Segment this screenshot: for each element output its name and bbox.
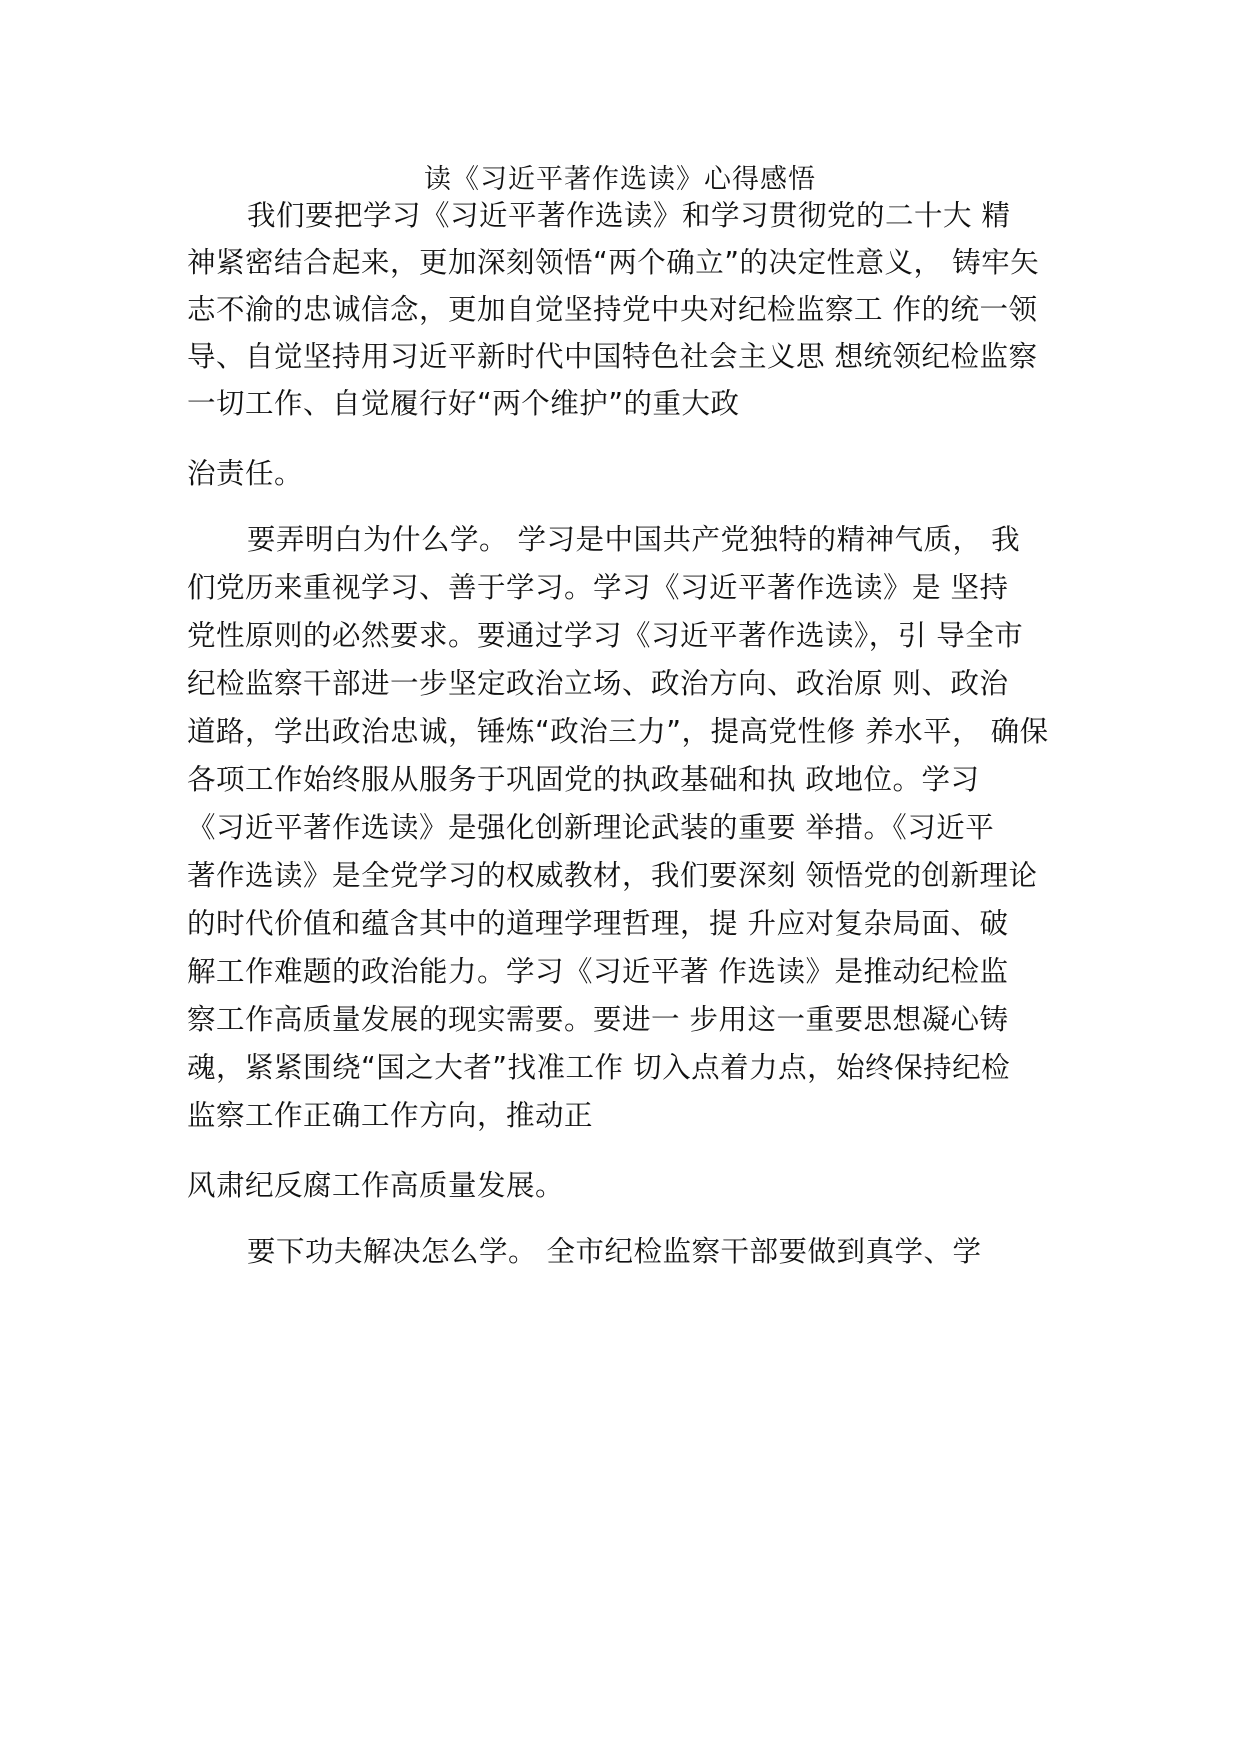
paragraph-2-line-9: 的时代价值和蕴含其中的道理学理哲理，提 升应对复杂局面、破: [187, 907, 1009, 940]
paragraph-2-line-6: 各项工作始终服从服务于巩固党的执政基础和执 政地位。学习: [187, 763, 980, 796]
paragraph-3-line-1: 要下功夫解决怎么学。 全市纪检监察干部要做到真学、学: [247, 1235, 982, 1268]
paragraph-2-line-5: 道路，学出政治忠诚，锤炼“政治三力”，提高党性修 养水平， 确保: [187, 715, 1049, 748]
paragraph-2-line-14: 风肃纪反腐工作高质量发展。: [187, 1169, 565, 1202]
paragraph-2-line-10: 解工作难题的政治能力。学习《习近平著 作选读》是推动纪检监: [187, 955, 1009, 988]
document-title: 读《习近平著作选读》心得感悟: [424, 164, 816, 195]
paragraph-2-line-7: 《习近平著作选读》是强化创新理论武装的重要 举措。《习近平: [187, 811, 995, 844]
paragraph-2-line-11: 察工作高质量发展的现实需要。要进一 步用这一重要思想凝心铸: [187, 1003, 1009, 1036]
paragraph-2-line-3: 党性原则的必然要求。要通过学习《习近平著作选读》，引 导全市: [187, 619, 1024, 652]
paragraph-2-line-1: 要弄明白为什么学。 学习是中国共产党独特的精神气质， 我: [247, 523, 1021, 556]
paragraph-1-line-5: 一切工作、自觉履行好“两个维护”的重大政: [187, 387, 740, 420]
paragraph-1-line-2: 神紧密结合起来，更加深刻领悟“两个确立”的决定性意义， 铸牢矢: [187, 246, 1040, 279]
paragraph-1-line-4: 导、自觉坚持用习近平新时代中国特色社会主义思 想统领纪检监察: [187, 340, 1038, 373]
paragraph-2-line-12: 魂，紧紧围绕“国之大者”找准工作 切入点着力点，始终保持纪检: [187, 1051, 1011, 1084]
paragraph-1-line-3: 志不渝的忠诚信念，更加自觉坚持党中央对纪检监察工 作的统一领: [187, 293, 1038, 326]
paragraph-2-line-2: 们党历来重视学习、善于学习。学习《习近平著作选读》是 坚持: [187, 571, 1009, 604]
paragraph-2-line-8: 著作选读》是全党学习的权威教材，我们要深刻 领悟党的创新理论: [187, 859, 1038, 892]
paragraph-2-line-4: 纪检监察干部进一步坚定政治立场、政治方向、政治原 则、政治: [187, 667, 1009, 700]
paragraph-2-line-13: 监察工作正确工作方向，推动正: [187, 1099, 594, 1132]
paragraph-1-line-6: 治责任。: [187, 457, 304, 490]
paragraph-1-line-1: 我们要把学习《习近平著作选读》和学习贯彻党的二十大 精: [247, 199, 1011, 232]
